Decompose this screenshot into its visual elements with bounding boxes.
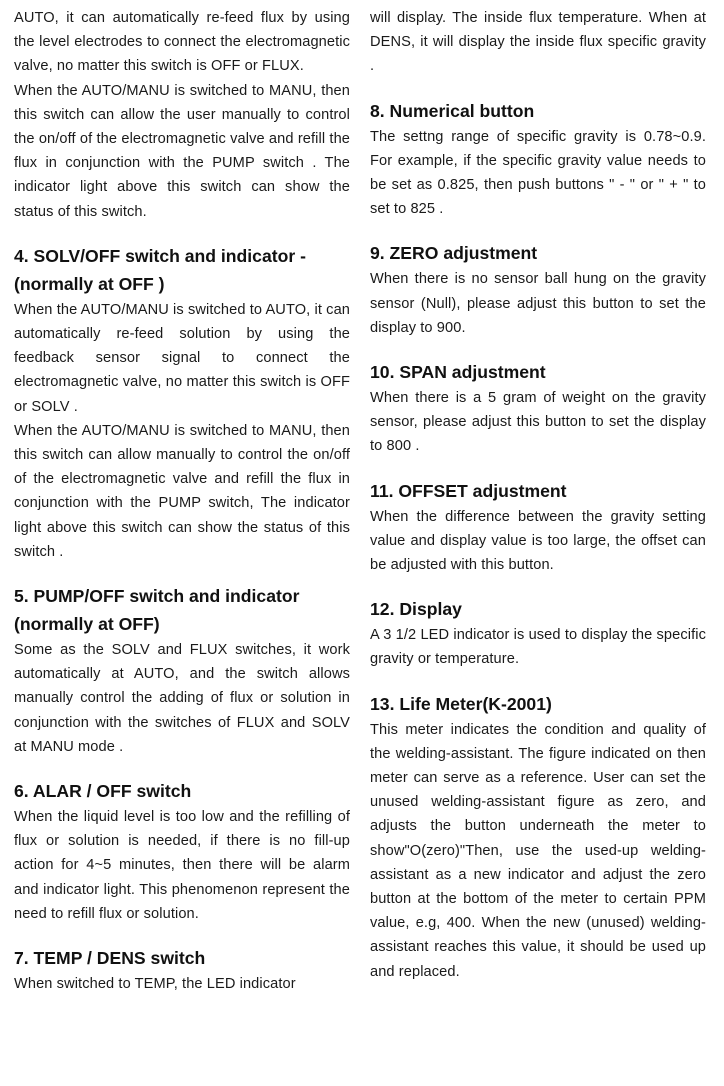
section-13-paragraph: This meter indicates the condition and quality of the welding-assistant. The figure indicated on then meter can serve as a reference. User can set the unused welding-assistant figure as zero, and adjusts the button underneath the meter to show"O(zero)"Then, use the used-up welding-assistant as a new indicator and adjust the zero button at the bottom of the meter to certain PPM value, e.g, 400. When the new (unused) welding-assistant reaches this value, it should be used up and replaced. [370, 721, 706, 980]
section-5-paragraph: Some as the SOLV and FLUX switches, it work automatically at AUTO, and the switch allows manually control the adding of flux or solution in conjunction with the switches of FLUX and SOLV at MANU mode . [14, 642, 350, 755]
intro-paragraph-display: will display. The inside flux temperature. When at DENS, it will display the inside flux specific gravity . [370, 10, 706, 75]
intro-paragraph-flux-manu: When the AUTO/MANU is switched to MANU, then this switch can allow the user manually to control the on/off of the electromagnetic valve and refill the flux in conjunction with the PUMP switch . The indicator light above this switch can show the status of this switch. [14, 82, 350, 220]
section-4-paragraph-auto: When the AUTO/MANU is switched to AUTO, it can automatically re-feed solution by using the feedback sensor signal to connect the electromagnetic valve, no matter this switch is OFF or SOLV . [14, 301, 350, 415]
section-11-heading: 11. OFFSET adjustment [370, 480, 567, 501]
section-11-paragraph: When the difference between the gravity setting value and display value is too large, the offset can be adjusted with this button. [370, 508, 706, 574]
section-13-heading: 13. Life Meter(K-2001) [370, 693, 552, 714]
left-column [14, 0, 350, 1086]
section-6-paragraph: When the liquid level is too low and the refilling of flux or solution is needed, if there is no fill-up action for 4~5 minutes, then there will be alarm and indicator light. This phenomenon represent the need to refill flux or solution. [14, 809, 350, 922]
section-8-heading: 8. Numerical button [370, 100, 535, 121]
section-4-paragraph-manu: When the AUTO/MANU is switched to MANU, then this switch can allow manually to control the on/off of the electromagnetic valve and refill the flux in conjunction with the PUMP switch, The indicator light above this switch can show the status of this switch . [14, 422, 350, 560]
section-4-heading: 4. SOLV/OFF switch and indicator - (normally at OFF ) [14, 245, 306, 294]
section-10-paragraph: When there is a 5 gram of weight on the gravity sensor, please adjust this button to set the display to 800 . [370, 390, 706, 455]
right-column [370, 0, 706, 1086]
section-6-heading: 6. ALAR / OFF switch [14, 781, 192, 802]
section-9-heading: 9. ZERO adjustment [370, 243, 538, 264]
section-8-paragraph: The settng range of specific gravity is 0.78~0.9. For example, if the specific gravity value needs to be set as 0.825, then push buttons " - " or " + " to set to 825 . [370, 128, 706, 218]
section-9-paragraph: When there is no sensor ball hung on the gravity sensor (Null), please adjust this button to set the display to 900. [370, 271, 706, 336]
section-12-paragraph: A 3 1/2 LED indicator is used to display the specific gravity or temperature. [370, 627, 706, 668]
section-5-heading: 5. PUMP/OFF switch and indicator (normally at OFF) [14, 586, 300, 635]
section-10-heading: 10. SPAN adjustment [370, 362, 546, 383]
section-7-heading: 7. TEMP / DENS switch [14, 948, 206, 969]
section-12-heading: 12. Display [370, 599, 462, 620]
section-7-paragraph: When switched to TEMP, the LED indicator [14, 976, 296, 993]
intro-paragraph-flux-auto: AUTO, it can automatically re-feed flux by using the level electrodes to connect the electromagnetic valve, no matter this switch is OFF or FLUX. [14, 10, 350, 75]
